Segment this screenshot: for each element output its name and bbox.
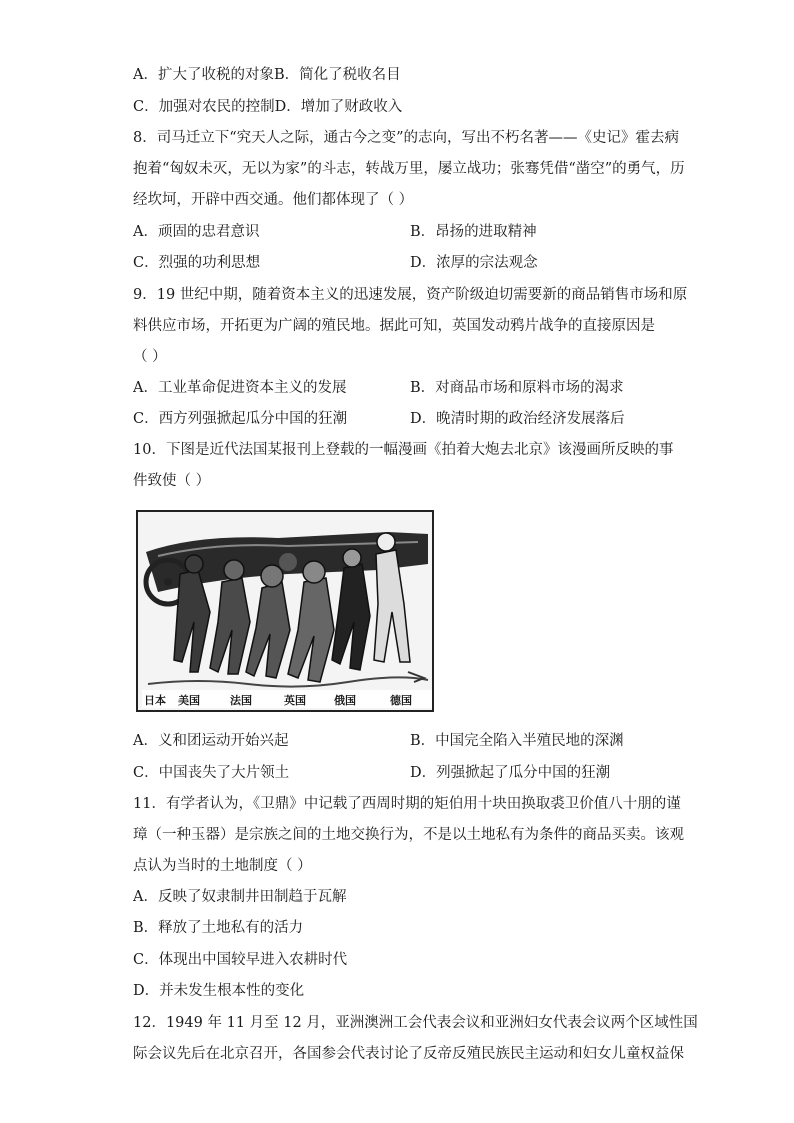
caption-usa: 美国	[178, 694, 200, 707]
q9-stem-line2: 料供应市场，开拓更为广阔的殖民地。据此可知，英国发动鸦片战争的直接原因是	[133, 318, 655, 334]
q7-option-ab	[133, 65, 401, 85]
q7-option-b: B．简化了税收名目	[273, 67, 401, 83]
caption-germany: 德国	[390, 694, 412, 707]
q8-stem-line1: 8．司马迁立下“究天人之际，通古今之变”的志向，写出不朽名著——《史记》霍去病	[133, 130, 680, 146]
q11-option-a: A．反映了奴隶制井田制趋于瓦解	[133, 889, 347, 905]
q9-option-d: D．晚清时期的政治经济发展落后	[410, 411, 625, 427]
q8-stem-line2: 抱着“匈奴未灭，无以为家”的斗志，转战万里，屡立战功；张骞凭借“凿空”的勇气，历	[133, 161, 685, 177]
q9-stem-line3: （ ）	[133, 349, 167, 365]
q8-stem-line3: 经坎坷，开辟中西交通。他们都体现了（ ）	[133, 192, 414, 208]
caption-france: 法国	[230, 694, 252, 707]
caption-japan: 日本	[144, 694, 166, 707]
q12-stem-line2: 际会议先后在北京召开，各国参会代表讨论了反帝反殖民族民主运动和妇女儿童权益保	[133, 1046, 684, 1062]
q8-option-d: D．浓厚的宗法观念	[410, 255, 538, 271]
q7-option-a: A．扩大了收税的对象	[133, 67, 274, 83]
q10-option-a: A．义和团运动开始兴起	[133, 733, 289, 749]
cartoon-drawing	[138, 512, 432, 710]
q9-option-a: A．工业革命促进资本主义的发展	[133, 380, 347, 396]
q11-option-b: B．释放了土地私有的活力	[133, 920, 304, 936]
q9-stem-line1: 9．19 世纪中期，随着资本主义的迅速发展，资产阶级迫切需要新的商品销售市场和原	[133, 287, 688, 303]
caption-britain: 英国	[284, 694, 306, 707]
q12-stem-line1: 12．1949 年 11 月至 12 月，亚洲澳洲工会代表会议和亚洲妇女代表会议两个区域性国	[133, 1015, 698, 1031]
q7-option-cd	[133, 97, 402, 117]
q11-stem-line2: 璋（一种玉器）是宗族之间的土地交换行为，不是以土地私有为条件的商品买卖。该观	[133, 827, 684, 843]
q8-option-a: A．顽固的忠君意识	[133, 224, 260, 240]
q10-option-d: D．列强掀起了瓜分中国的狂潮	[410, 765, 611, 781]
q10-stem-line2: 件致使（ ）	[133, 473, 211, 489]
q11-stem-line3: 点认为当时的土地制度（ ）	[133, 858, 312, 874]
q10-stem-line1: 10．下图是近代法国某报刊上登载的一幅漫画《拍着大炮去北京》该漫画所反映的事	[133, 442, 674, 458]
caption-russia: 俄国	[334, 694, 356, 707]
q9-option-b: B．对商品市场和原料市场的渴求	[410, 380, 624, 396]
cartoon-captions	[142, 690, 432, 708]
q7-option-c: C．加强对农民的控制	[133, 99, 275, 115]
q11-stem-line1: 11．有学者认为，《卫鼎》中记载了西周时期的矩伯用十块田换取裘卫价值八十朋的谨	[133, 796, 681, 812]
q11-option-c: C．体现出中国较早进入农耕时代	[133, 952, 348, 968]
q8-option-c: C．烈强的功利思想	[133, 255, 261, 271]
q10-option-c: C．中国丧失了大片领土	[133, 765, 290, 781]
cartoon-image	[136, 510, 434, 712]
q10-option-b: B．中国完全陷入半殖民地的深渊	[410, 733, 624, 749]
q8-option-b: B．昂扬的进取精神	[410, 224, 537, 240]
q11-option-d: D．并未发生根本性的变化	[133, 983, 305, 999]
q9-option-c: C．西方列强掀起瓜分中国的狂潮	[133, 411, 348, 427]
q7-option-d: D．增加了财政收入	[274, 99, 403, 115]
